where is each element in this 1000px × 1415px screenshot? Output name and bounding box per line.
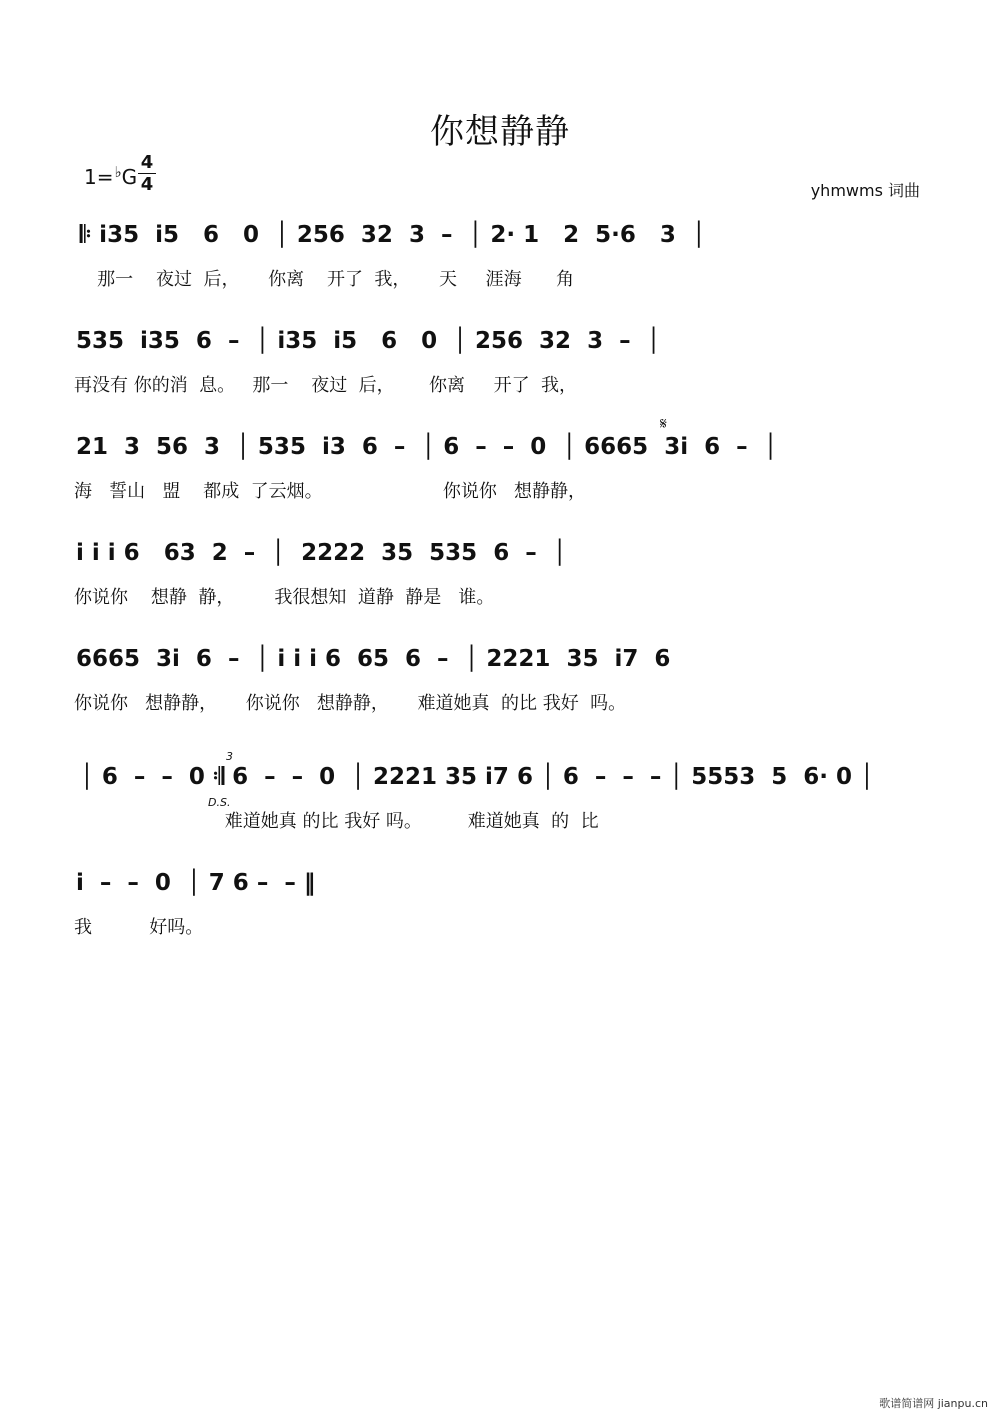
- lyrics-line-4: 你说你 想静 静， 我很想知 道静 静是 谁。: [74, 587, 495, 608]
- lyrics-line-6: 难道她真 的比 我好 吗。 难道她真 的 比: [76, 811, 599, 832]
- key-prefix: 1=: [84, 165, 114, 189]
- key-signature: [84, 163, 137, 189]
- composer-credit: yhmwms 词曲: [810, 181, 920, 200]
- watermark: 歌谱简谱网 jianpu.cn: [879, 1397, 988, 1410]
- key-tonic: G: [121, 165, 138, 189]
- notes-line-3: 21 3 56 3 │ 535 i3 6 – │ 6 – – 0 │ 6665 3i 6 – │: [76, 434, 778, 460]
- notes-line-1: 𝄆 i35 i5 6 0 │ 256 32 3 – │ 2· 1 2 5·6 3 │: [80, 222, 706, 248]
- ds-marking: D.S.: [208, 796, 231, 809]
- segno-icon: 𝄋: [660, 414, 667, 433]
- notes-line-2: 535 i35 6 – │ i35 i5 6 0 │ 256 32 3 – │: [76, 328, 661, 354]
- notes-line-6: │ 6 – – 0 𝄇 6 – – 0 │ 2221 35 i7 6 │ 6 – – – │ 5553 5 6· 0 │: [80, 764, 874, 790]
- time-signature: [138, 152, 156, 195]
- time-top: 4: [140, 152, 154, 173]
- volta-number: 3: [226, 750, 233, 763]
- lyrics-line-5: 你说你 想静静， 你说你 想静静， 难道她真 的比 我好 吗。: [74, 693, 627, 714]
- lyrics-line-1: 那一 夜过 后， 你离 开了 我， 天 涯海 角: [80, 269, 574, 290]
- notes-line-5: 6665 3i 6 – │ i i i 6 65 6 – │ 2221 35 i7 6: [76, 646, 671, 672]
- flat-icon: ♭: [114, 163, 122, 181]
- lyrics-line-3: 海 誓山 盟 都成 了云烟。 你说你 想静静，: [74, 481, 586, 502]
- song-title: 你想静静: [430, 112, 570, 152]
- notes-line-4: i i i 6 63 2 – │ 2222 35 535 6 – │: [76, 540, 567, 566]
- notes-line-7: i – – 0 │ 7 6 – – ‖: [76, 870, 316, 896]
- lyrics-line-7: 我 好吗。: [74, 917, 204, 938]
- time-bottom: 4: [140, 174, 154, 195]
- lyrics-line-2: 再没有 你的消 息。 那一 夜过 后， 你离 开了 我，: [74, 375, 578, 396]
